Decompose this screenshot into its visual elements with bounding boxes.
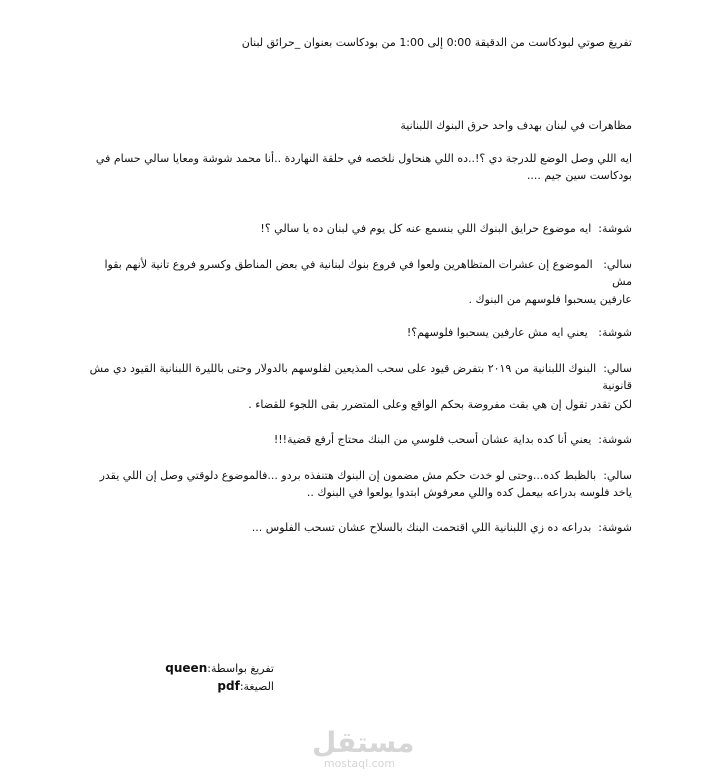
dialogue-text: ايه موضوع حرايق البنوك اللي بنسمع عنه كل يوم في لبنان ده يا سالي ؟! (260, 222, 592, 235)
watermark-url: mostaql.com (323, 757, 396, 770)
dialogue-line: شوشة: يعني ايه مش عارفين يسحبوا فلوسهم؟! (406, 326, 632, 339)
dialogue-line: شوشة: ايه موضوع حرايق البنوك اللي بنسمع عنه كل يوم في لبنان ده يا سالي ؟! (260, 222, 632, 235)
speaker-name: شوشة (601, 433, 632, 446)
dialogue-text: يعني ايه مش عارفين يسحبوا فلوسهم؟! (406, 326, 588, 339)
speaker-name: شوشة (601, 222, 632, 235)
speaker-name: سالي (606, 362, 632, 375)
dialogue-line: شوشة: بدراعه ده زي اللبنانية اللي اقتحمت البنك بالسلاح عشان تسحب الفلوس ... (251, 521, 632, 534)
dialogue-line (87, 291, 632, 308)
dialogue-line: سالي: بالظبط كده...وحتى لو خدت حكم مش مضمون إن البنوك هتنفذه بردو ...فالموضوع دلوقتي وصل إن اللي يقدر ياخد فلوسه بدراعه بيعمل كده واللي معرفوش ابتدوا يولعوا في البنوك .. (99, 469, 632, 499)
speaker-name: شوشة (601, 521, 632, 534)
dialogue-text: البنوك اللبنانية من ٢٠١٩ بتفرض قيود على سحب المذيعين لفلوسهم بالدولار وحتى بالليرة اللبنانية القيود دي مش قانونية (89, 362, 632, 392)
dialogue-line: سالي: الموضوع إن عشرات المتظاهرين ولعوا في فروع بنوك لبنانية في بعض المناطق وكسرو فروع تانية لأنهم بقوا مش (104, 258, 632, 288)
dialogue-text: يعني أنا كده بداية عشان أسحب فلوسي من البنك محتاج أرفع قضية!!! (273, 433, 592, 446)
watermark-logo: مستقل (312, 726, 415, 759)
speaker-name: سالي (606, 469, 632, 482)
format-label: الصيغة: (239, 680, 274, 693)
format-info (217, 679, 274, 693)
transcribed-by-value: queen (165, 661, 208, 675)
document-title: مظاهرات في لبنان بهدف واحد حرق البنوك اللبنانية (400, 119, 632, 132)
dialogue-text: الموضوع إن عشرات المتظاهرين ولعوا في فروع بنوك لبنانية في بعض المناطق وكسرو فروع تانية لأنهم بقوا مش (104, 258, 632, 288)
dialogue-text: لكن تقدر تقول إن هي بقت مفروضة بحكم الواقع وعلى المتضرر بقى اللجوء للقضاء . (248, 398, 632, 411)
intro-paragraph: ايه اللي وصل الوضع للدرجة دي ؟!..ده اللي هنحاول نلخصه في حلقة النهاردة ..أنا محمد شوشة ومعايا سالي حسام في بودكاست سين جيم .... (95, 152, 632, 182)
dialogue-line: سالي: البنوك اللبنانية من ٢٠١٩ بتفرض قيود على سحب المذيعين لفلوسهم بالدولار وحتى بالليرة اللبنانية القيود دي مش قانونية (89, 362, 632, 392)
transcribed-by (165, 661, 274, 675)
mostaql-watermark (312, 726, 415, 770)
document-header: تفريغ صوتي لبودكاست من الدقيقة 0:00 إلى 1:00 من بودكاست بعنوان _حرائق لبنان (241, 36, 632, 49)
dialogue-line (87, 396, 632, 413)
speaker-name: شوشة (601, 326, 632, 339)
speaker-name: سالي (606, 258, 632, 271)
format-value: pdf (217, 679, 240, 693)
dialogue-text: بدراعه ده زي اللبنانية اللي اقتحمت البنك بالسلاح عشان تسحب الفلوس ... (251, 521, 592, 534)
dialogue-line: شوشة: يعني أنا كده بداية عشان أسحب فلوسي من البنك محتاج أرفع قضية!!! (273, 433, 632, 446)
dialogue-text: عارفين يسحبوا فلوسهم من البنوك . (468, 293, 632, 306)
transcribed-by-label: تفريغ بواسطة: (207, 662, 274, 675)
dialogue-text: بالظبط كده...وحتى لو خدت حكم مش مضمون إن البنوك هتنفذه بردو ...فالموضوع دلوقتي وصل إن اللي يقدر ياخد فلوسه بدراعه بيعمل كده واللي معرفوش ابتدوا يولعوا في البنوك .. (99, 469, 632, 499)
